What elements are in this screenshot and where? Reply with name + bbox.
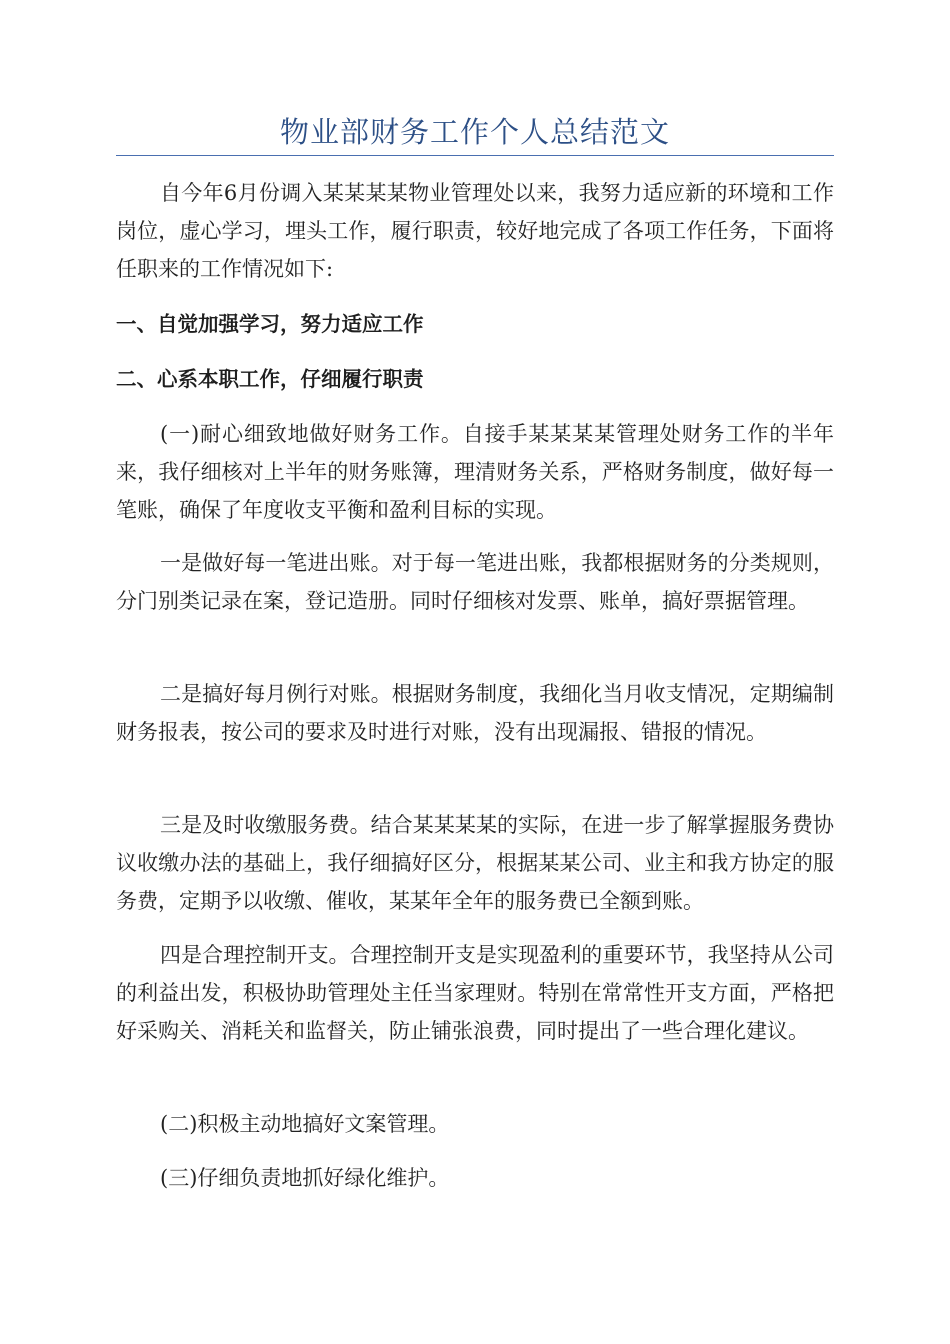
paragraph-monthly-reconcile: 二是搞好每月例行对账。根据财务制度，我细化当月收支情况，定期编制财务报表，按公司的要求及时进行对账，没有出现漏报、错报的情况。: [116, 682, 834, 744]
paragraph-control-expenses: 四是合理控制开支。合理控制开支是实现盈利的重要环节，我坚持从公司的利益出发，积极协助管理处主任当家理财。特别在常常性开支方面，严格把好采购关、消耗关和监督关，防止铺张浪费，同时提出了一些合理化建议。: [116, 943, 834, 1043]
document-title: 物业部财务工作个人总结范文: [279, 115, 670, 149]
title-underline: [116, 155, 834, 156]
section-heading-1: 一、自觉加强学习，努力适应工作: [116, 312, 424, 336]
paragraph-financial-work: (一)耐心细致地做好财务工作。自接手某某某某管理处财务工作的半年来，我仔细核对上半年的财务账簿，理清财务关系，严格财务制度，做好每一笔账，确保了年度收支平衡和盈利目标的实现。: [116, 422, 834, 522]
paragraph-document-management: (二)积极主动地搞好文案管理。: [160, 1112, 450, 1136]
intro-paragraph: 自今年6月份调入某某某某物业管理处以来，我努力适应新的环境和工作岗位，虚心学习，埋头工作，履行职责，较好地完成了各项工作任务，下面将任职来的工作情况如下:: [116, 181, 834, 281]
section-heading-2: 二、心系本职工作，仔细履行职责: [116, 367, 424, 391]
paragraph-greening: (三)仔细负责地抓好绿化维护。: [160, 1166, 450, 1190]
paragraph-service-fees: 三是及时收缴服务费。结合某某某某的实际，在进一步了解掌握服务费协议收缴办法的基础上，我仔细搞好区分，根据某某公司、业主和我方协定的服务费，定期予以收缴、催收，某某年全年的服务费已全额到账。: [116, 813, 834, 913]
paragraph-accounts: 一是做好每一笔进出账。对于每一笔进出账，我都根据财务的分类规则，分门别类记录在案，登记造册。同时仔细核对发票、账单，搞好票据管理。: [116, 551, 834, 613]
